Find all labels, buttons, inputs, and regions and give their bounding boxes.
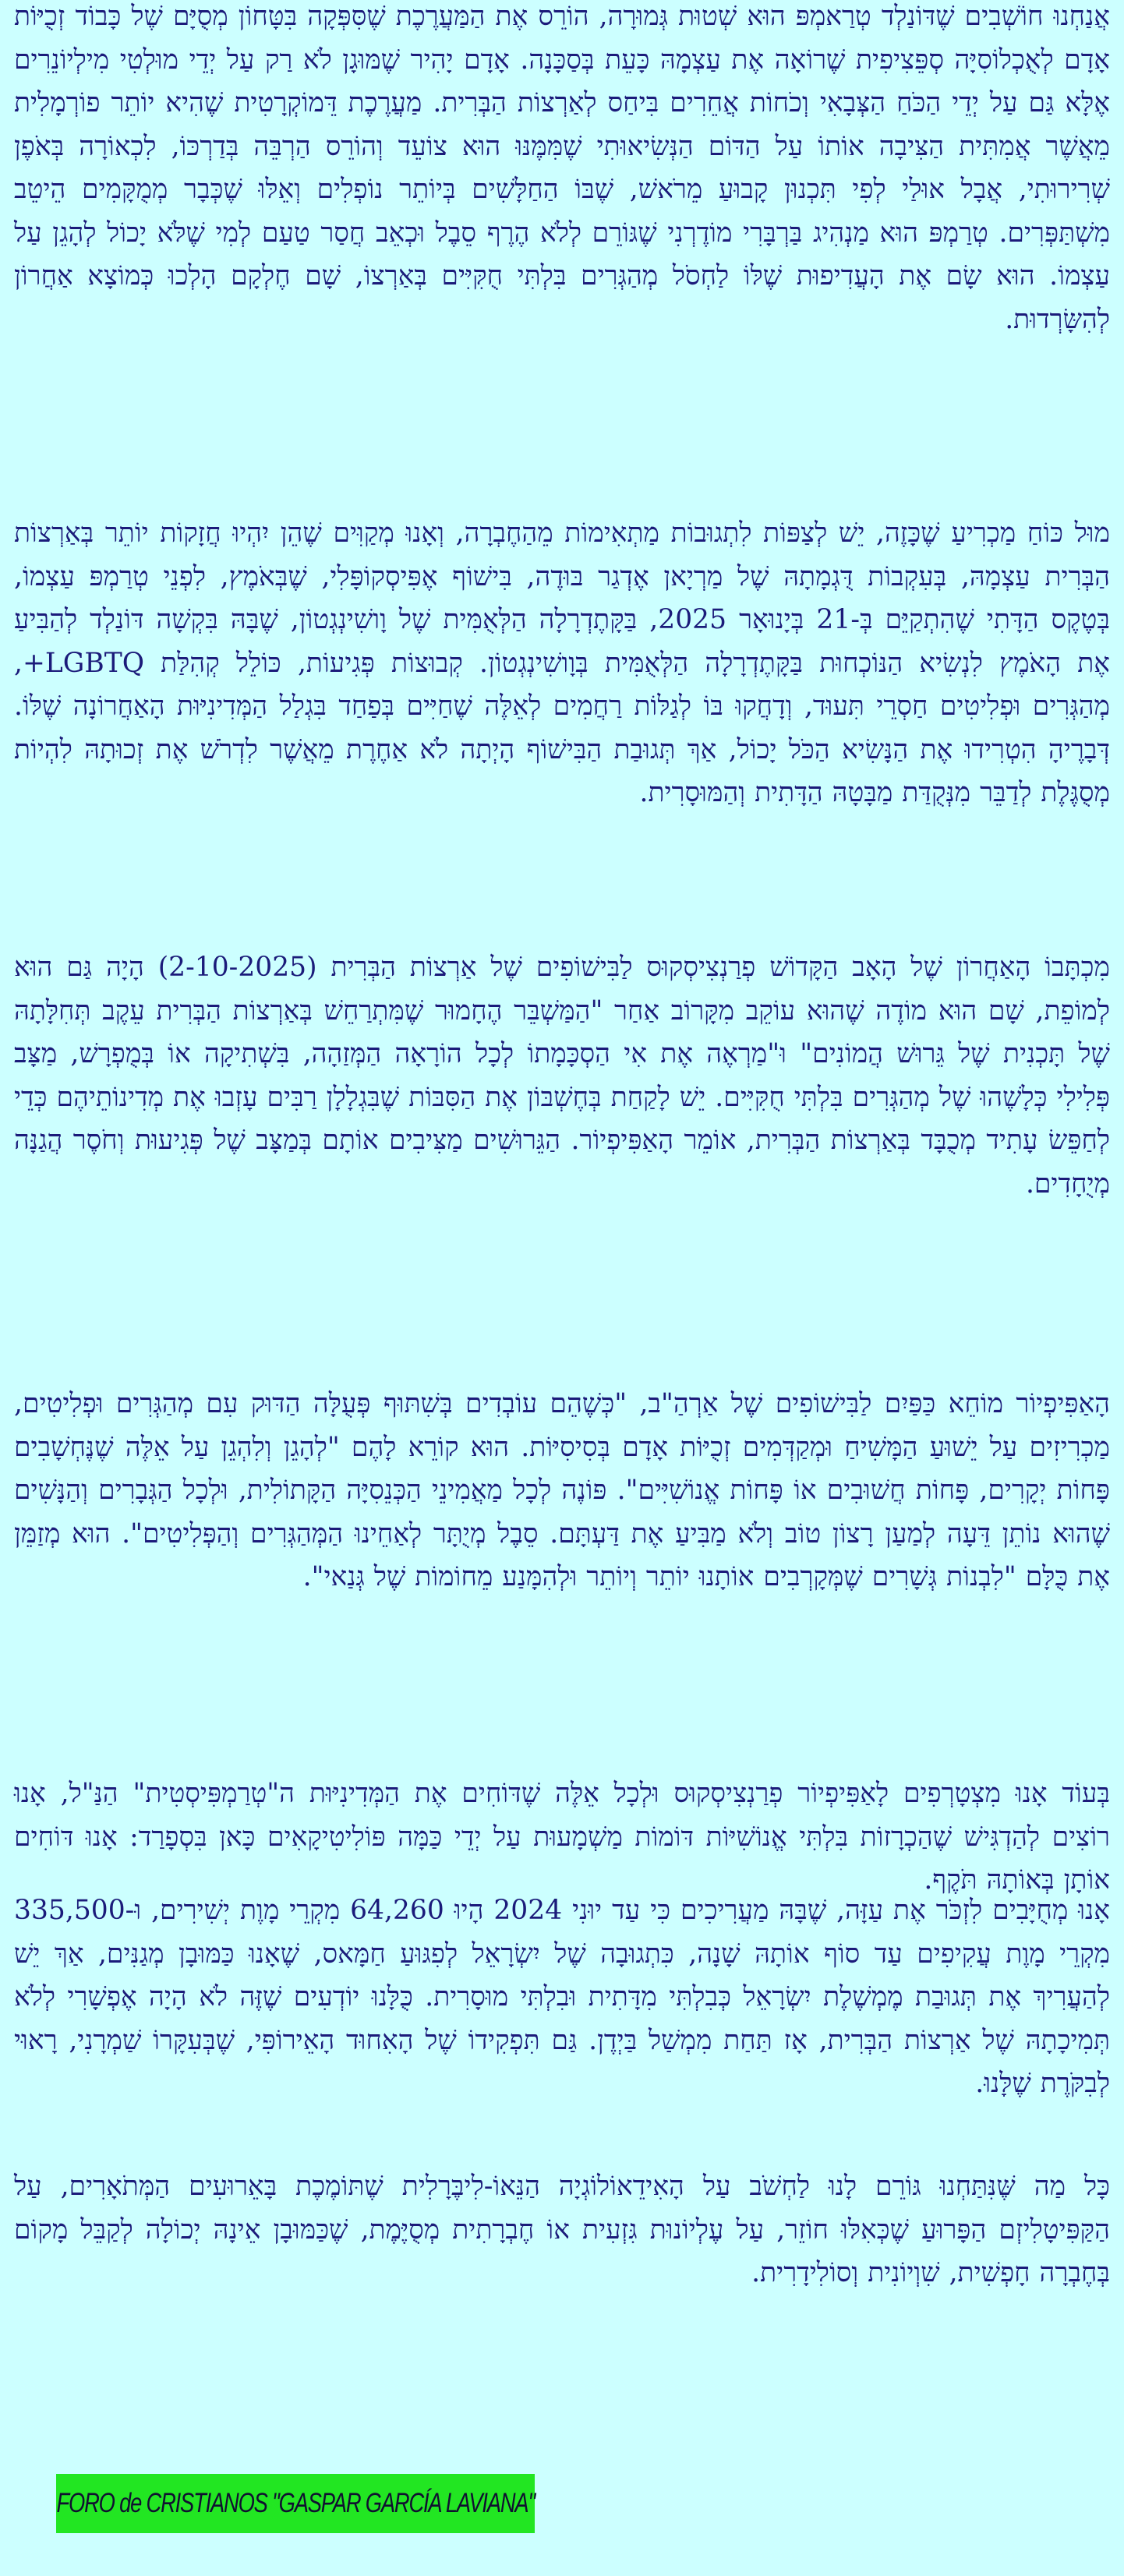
paragraph-1: אֲנַחְנוּ חוֹשְׁבִים שֶׁדּוֹנַלְד טְרַאמְפּ הוּא שְׁטוּת גְּמוּרָה, הוֹרֵס אֶת הַמַּעֲרֶכֶת שֶׁסִּפְּקָה בִּטָּחוֹן מְסֻיָּם שֶׁל כָּבוֹד זְכֻיּוֹת אָדָם לְאֻכְלוֹסִיָּה סְפֵּצִיפִית שֶׁרוֹאָה אֶת עַצְמָהּ כָּעֵת בְּסַכָּנָה. אָדָם יָהִיר שֶׁמּוּגָן לֹא רַק עַל יְדֵי מוּלְטִי מִילְיוֹנֵרִים אֶלָּא גַּם עַל יְדֵי הַכֹּחַ הַצְּבָאִי וְכֹחוֹת אֲחֵרִים בִּיחַס לְאַרְצוֹת הַבְּרִית. מַעֲרֶכֶת דֵּמוֹקְרָטִית שֶׁהִיא יוֹתֵר פוֹרְמָלִית מֵאֲשֶׁר אֲמִתִּית הַצִּיבָה אוֹתוֹ עַל הַדּוֹם הַנְּשִׂיאוּתִי שֶׁמִּמֶּנּוּ הוּא צוֹעֵד וְהוֹרֵס הַרְבֵּה בְּדַרְכּוֹ, לִכְאוֹרָה בְּאֹפֶן שְׁרִירוּתִי, אֲבָל אוּלַי לְפִי תִּכְנוּן קָבוּעַ מֵרֹאשׁ, שֶׁבּוֹ הַחַלָּשִׁים בְּיוֹתֵר נוֹפְלִים וְאֵלּוּ שֶׁכְּבָר מְמֻקָּמִים הֵיטֵב מִשְׁתַּפְּרִים. טְרַמְפּ הוּא מַנְהִיג בַּרְבָּרִי מוֹדֶרְנִי שֶׁגּוֹרֵם לְלֹא הֶרֶף סֵבֶל וּכְאֵב חֲסַר טַעַם לְמִי שֶׁלֹּא יָכוֹל לְהָגֵן עַל עַצְמוֹ. הוּא שָׂם אֶת הָעֲדִיפוּת שֶׁלּוֹ לַחְסֹל מְהַגְּרִים בִּלְתִּי חֻקִּיִּים בְּאַרְצוֹ, שָׁם חֶלְקָם הָלְכוּ כְּמוֹצָא אַחֲרוֹן לְהִשָּׂרְדוּת. <box>14 1 1111 335</box>
paragraph-5: בְּעוֹד אָנוּ מִצְטָרְפִים לָאַפִּיפְיוֹר פְרַנְצִיסְקוּס וּלְכָל אֵלֶּה שֶׁדּוֹחִים אֶת הַמְּדִינִיּוּת ה"טְרַמְפִּיסְטִית" הַנַּ"ל, אָנוּ רוֹצִים לְהַדְגִּישׁ שֶׁהַכְרָזוֹת בִּלְתִּי אֱנוֹשִׁיּוֹת דּוֹמוֹת מַשְׁמָעוּת עַל יְדֵי כַּמָּה פּוֹלִיטִיקָאִים כָּאן בִּסְפָרַד: אָנוּ דּוֹחִים אוֹתָן בְּאוֹתָהּ תֹּקֶף. <box>14 1778 1110 1896</box>
paragraph-3: מִכְתָּבוֹ הָאַחֲרוֹן שֶׁל הָאָב הַקָּדוֹשׁ פְרַנְצִיסְקוּס לַבִּישׁוֹפִים שֶׁל אַרְצוֹת הַבְּרִית (2-10-2025) הָיָה גַּם הוּא לְמוֹפֵת, שָׁם הוּא מוֹדֶה שֶׁהוּא עוֹקֵב מִקָּרוֹב אַחַר "הַמַּשְׁבֵּר הֶחָמוּר שֶׁמִּתְרַחֵשׁ בְּאַרְצוֹת הַבְּרִית עֵקֶב תְּחִלָּתָהּ שֶׁל תָּכְנִית שֶׁל גֵּרוּשׁ הֲמוֹנִים" וּ"מַרְאֶה אֶת אִי הַסְכָּמָתוֹ לְכָל הוֹרָאָה הַמְּזַהָה, בִּשְׁתִיקָה אוֹ בְּמֻפְרָשׁ, מַצָּב פְּלִילִי כְּלָשֶׁהוּ שֶׁל מְהַגְּרִים בִּלְתִּי חֻקִּיִּים. יֵשׁ לָקַחַת בְּחֶשְׁבּוֹן אֶת הַסִּבּוֹת שֶׁבִּגְלָלָן רַבִּים עָזְבוּ אֶת מְדִינוֹתֵיהֶם כְּדֵי לְחַפֵּשׂ עָתִיד מְכֻבָּד בְּאַרְצוֹת הַבְּרִית, אוֹמֵר הָאַפִּיפְיוֹר. הַגֵּרוּשִׁים מַצִּיבִים אוֹתָם בְּמַצָּב שֶׁל פְּגִיעוּת וְחֹסֶר הֲגַנָּה מְיֻחָדִים. <box>14 952 1110 1200</box>
paragraph-2: מוּל כּוֹחַ מַכְרִיעַ שֶׁכָּזֶה, יֵשׁ לְצַפּוֹת לִתְגוּבוֹת מַתְאִימוֹת מֵהַחֶבְרָה, וְאָנוּ מְקַוִּים שֶׁהֵן יִהְיוּ חֲזָקוֹת יוֹתֵר בְּאַרְצוֹת הַבְּרִית עַצְמָהּ, בְּעִקְבוֹת דֻּגְמָתָהּ שֶׁל מַרְיָאן אֶדְגַר בּוּדֶה, בִּישׁוֹף אֶפִּיסְקוֹפָּלִי, שֶׁבְּאֹמֶץ, לִפְנֵי טְרַמְפּ עַצְמוֹ, בְּטֶקֶס הַדָּתִי שֶׁהִתְקַיֵּם בְּ-21 בְּיָנוּאָר 2025, בַּקָּתֶדְרָלָה הַלְּאֻמִּית שֶׁל וָושִׁינְגְטוֹן, שֶׁבָּהּ בִּקְשָׁה דּוֹנַלְד לְהַבִּיעַ אֶת הָאֹמֶץ לִנְשִׂיא הַנּוֹכְחוּת בַּקָּתֶדְרָלָה הַלְּאֻמִּית בְּוָושִׁינְגְטוֹן. קְבוּצוֹת פְּגִיעוֹת, כּוֹלֵל קְהִלַּת LGBTQ+, מְהַגְּרִים וּפְלִיטִים חַסְרֵי תִּעוּד, וְדָחֲקוּ בּוֹ לְגַלּוֹת רַחֲמִים לְאֵלֶּה שֶׁחַיִּים בְּפַחַד בִּגְלַל הַמְּדִינִיּוּת הָאַחֲרוֹנָה שֶׁלּוֹ. דְּבָרֶיהָ הִטְרִידוּ אֶת הַנָּשִׂיא הַכֹּל יָכוֹל, אַךְ תְּגוּבַת הַבִּישׁוֹף הָיְתָה לֹא אַחֶרֶת מֵאֲשֶׁר לִדְרֹשׁ אֶת זְכוּתָהּ לִהְיוֹת מְסֻגֶּלֶת לְדַבֵּר מִנְּקֻדַּת מַבָּטָהּ הַדָּתִית וְהַמּוּסָרִית. <box>14 518 1110 808</box>
paragraph-4: הָאַפִּיפְיוֹר מוֹחֵא כַּפַּיִם לַבִּישׁוֹפִים שֶׁל אַרְהַ"ב, "כְּשֶׁהֵם עוֹבְדִים בְּשִׁתּוּף פְּעֻלָּה הַדּוּק עִם מְהַגְּרִים וּפְלִיטִים, מַכְרִיזִים עַל יֵשׁוּעַ הַמָּשִׁיחַ וּמְקַדְּמִים זְכֻיּוֹת אָדָם בְּסִיסִיּוֹת. הוּא קוֹרֵא לָהֶם "לְהָגֵן וְלִהְגֵן עַל אֵלֶּה שֶׁנֶּחְשָׁבִים פָּחוֹת יְקָרִים, פָּחוֹת חֲשׁוּבִים אוֹ פָּחוֹת אֱנוֹשִׁיִּים". פּוֹנֶה לְכָל מַאֲמִינֵי הַכְּנֵסִיָּה הַקָּתוֹלִית, וּלְכָל הַגְּבָרִים וְהַנָּשִׁים שֶׁהוּא נוֹתֵן דֵּעָה לְמַעַן רָצוֹן טוֹב וְלֹא מַבִּיעַ אֶת דַּעְתָּם. סֵבֶל מְיֻתָּר לְאַחֵינוּ הַמְּהַגְּרִים וְהַפְּלִיטִים". הוּא מְזַמֵּן אֶת כֻּלָּם "לִבְנוֹת גְּשָׁרִים שֶׁמְּקָרְבִים אוֹתָנוּ יוֹתֵר וְיוֹתֵר וּלְהִמָּנַע מֵחוֹמוֹת שֶׁל גְּנַאי". <box>14 1388 1110 1592</box>
signature-text: FORO de CRISTIANOS "GASPAR GARCÍA LAVIANA" <box>56 2488 535 2518</box>
paragraph-7: כָּל מַה שֶּׁנִּתַּחְנוּ גּוֹרֵם לָנוּ לַחְשֹׁב עַל הָאִידֵאוֹלוֹגְיָה הַנֵּאוֹ-לִיבֶּרָלִית שֶׁתּוֹמֶכֶת בָּאֵרוּעִים הַמְּתֹאָרִים, עַל הַקַּפִּיטָלִיזְם הַפָּרוּעַ שֶׁכְּאִלּוּ חוֹזֵר, עַל עֶלְיוֹנוּת גִּזְעִית אוֹ חֶבְרָתִית מְסֻיֶּמֶת, שֶׁכַּמּוּבָן אֵינָהּ יְכוֹלָה לְקַבֵּל מָקוֹם בְּחֶבְרָה חָפְשִׁית, שִׁוְיוֹנִית וְסוֹלִידָרִית. <box>14 2171 1110 2288</box>
paragraph-6: אָנוּ מְחֻיָּבִים לִזְכֹּר אֶת עַזָּה, שֶׁבָּהּ מַעֲרִיכִים כִּי עַד יוּנִי 2024 הָיוּ 64,260 מִקְרֵי מָוֶת יְשִׁירִים, וּ-335,500 מִקְרֵי מָוֶת עֲקִיפִים עַד סוֹף אוֹתָהּ שָׁנָה, כִּתְגוּבָה שֶׁל יִשְׂרָאֵל לְפִגּוּעַ חַמָּאס, שֶׁאָנוּ כַּמּוּבָן מְגַנִּים, אַךְ יֵשׁ לְהַעֲרִיךְ אֶת תְּגוּבַת מֶמְשֶׁלֶת יִשְׂרָאֵל כְּבִלְתִּי מִדָּתִית וּבִלְתִּי מוּסָרִית. כֻּלָּנוּ יוֹדְעִים שֶׁזֶּה לֹא הָיָה אֶפְשָׁרִי לְלֹא תְּמִיכָתָהּ שֶׁל אַרְצוֹת הַבְּרִית, אָז תַּחַת מִמְשַׁל בַּיְדֶן. גַּם תִּפְקִידוֹ שֶׁל הָאִחוּד הָאֵירוֹפִּי, שֶׁבְּעִקָּרוֹ שַׁמְרָנִי, רָאוּי לְבִקֹּרֶת שֶׁלָּנוּ. <box>14 1895 1110 2099</box>
signature-banner <box>56 2474 535 2533</box>
